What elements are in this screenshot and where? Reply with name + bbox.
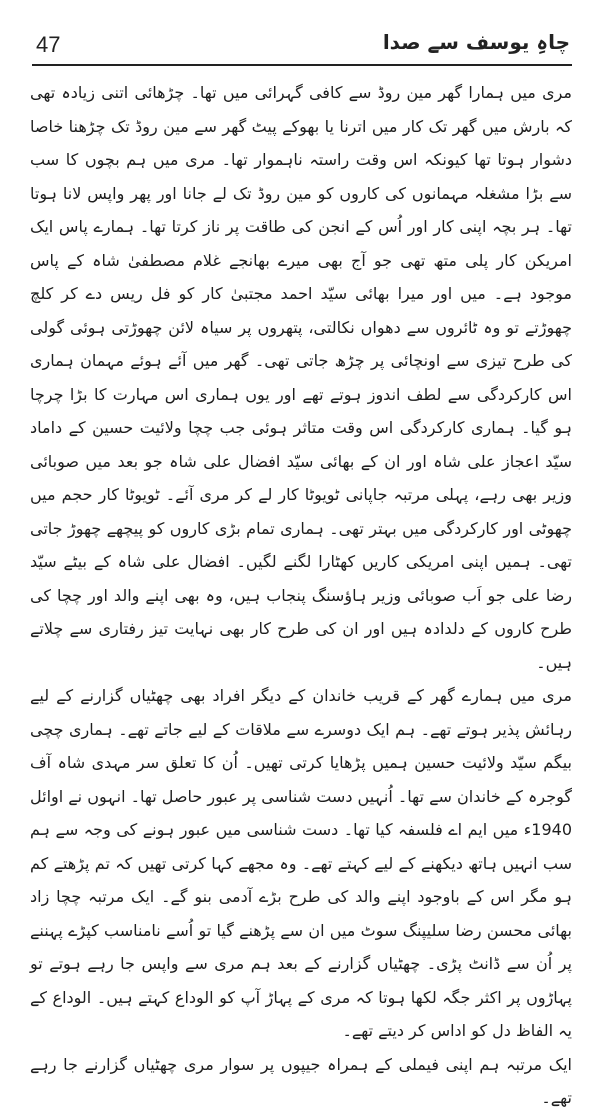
page-body: [30, 76, 572, 1115]
page-header: [32, 26, 572, 66]
header-rule: [32, 64, 572, 66]
paragraph-1: مری میں ہمارا گھر مین روڈ سے کافی گہرائی میں تھا۔ چڑھائی اتنی زیادہ تھی کہ بارش میں گھر تک کار میں اترنا یا بھوکے پیٹ گھر سے مین روڈ تک چڑھنا خاصا دشوار ہوتا تھا کیونکہ اس وقت راستہ ناہموار تھا۔ مری میں ہم بچوں کا سب سے بڑا مشغلہ مہمانوں کی کاروں کو مین روڈ تک لے جانا اور پھر واپس لانا ہوتا تھا۔ ہر بچہ اپنی کار اور اُس کے انجن کی طاقت پر ناز کرتا تھا۔ ہمارے پاس ایک امریکن کار پلی متھ تھی جو آج بھی میرے بھانجے غلام مصطفیٰ شاہ کے پاس موجود ہے۔ میں اور میرا بھائی سیّد احمد مجتبیٰ کار کو فل ریس دے کر کلچ چھوڑتے تو وہ ٹائروں سے دھواں نکالتی، پتھروں پر سیاہ لائن چھوڑتی ہوئی گولی کی طرح تیزی سے اونچائی پر چڑھ جاتی تھی۔ گھر میں آئے ہوئے مہمان ہماری اس کارکردگی سے لطف اندوز ہوتے تھے اور یوں ہماری اس مہارت کا بڑا چرچا ہو گیا۔ ہماری کارکردگی اس وقت متاثر ہوئی جب چچا ولائیت حسین کے داماد سیّد اعجاز علی شاہ اور ان کے بھائی سیّد افضال علی شاہ جو بعد میں صوبائی وزیر بھی رہے، پہلی مرتبہ جاپانی ٹویوٹا کار لے کر مری آئے۔ ٹویوٹا کار حجم میں چھوٹی اور کارکردگی میں بہتر تھی۔ ہماری تمام بڑی کاروں کو پیچھے چھوڑ جاتی تھی۔ ہمیں اپنی امریکی کاریں کھٹارا لگنے لگیں۔ افضال علی شاہ کے بیٹے سیّد رضا علی جو اَب صوبائی وزیر ہاؤسنگ پنجاب ہیں، وہ بھی اپنے والد اور چچا کی طرح کاروں کے دلدادہ ہیں اور ان کی طرح کار بھی نہایت تیز رفتاری سے چلاتے ہیں۔: [30, 83, 572, 672]
page-number: 47: [36, 32, 61, 57]
running-title: چاہِ یوسف سے صدا: [382, 30, 570, 54]
paragraph-3: ایک مرتبہ ہم اپنی فیملی کے ہمراہ جیپوں پر سوار مری چھٹیاں گزارنے جا رہے تھے۔: [30, 1054, 572, 1107]
paragraph-2: مری میں ہمارے گھر کے قریب خاندان کے دیگر افراد بھی چھٹیاں گزارنے کے لیے رہائش پذیر ہوتے تھے۔ ہم ایک دوسرے سے ملاقات کے لیے جاتے تھے۔ ہماری چچی بیگم سیّد ولائیت حسین ہمیں پڑھایا کرتی تھیں۔ اُن کا تعلق سر مہدی شاہ آف گوجرہ کے خاندان سے تھا۔ اُنہیں دست شناسی پر عبور حاصل تھا۔ انہوں نے اوائل 1940ء میں ایم اے فلسفہ کیا تھا۔ دست شناسی میں عبور ہونے کی وجہ سے ہم سب انہیں ہاتھ دیکھنے کے لیے کہتے تھے۔ وہ مجھے کہا کرتی تھیں کہ تم پڑھتے کم ہو مگر اس کے باوجود اپنے والد کی طرح بڑے آدمی بنو گے۔ ایک مرتبہ چچا زاد بھائی محسن رضا سلیپنگ سوٹ میں ان سے پڑھنے گیا تو اُسے نامناسب کپڑے پہننے پر اُن سے ڈانٹ پڑی۔ چھٹیاں گزارنے کے بعد ہم مری سے واپس جا رہے ہوتے تو پہاڑوں پر اکثر جگہ لکھا ہوتا کہ مری کے پہاڑ آپ کو الوداع کہتے ہیں۔ الوداع کے یہ الفاظ دل کو اداس کر دیتے تھے۔: [30, 686, 572, 1040]
